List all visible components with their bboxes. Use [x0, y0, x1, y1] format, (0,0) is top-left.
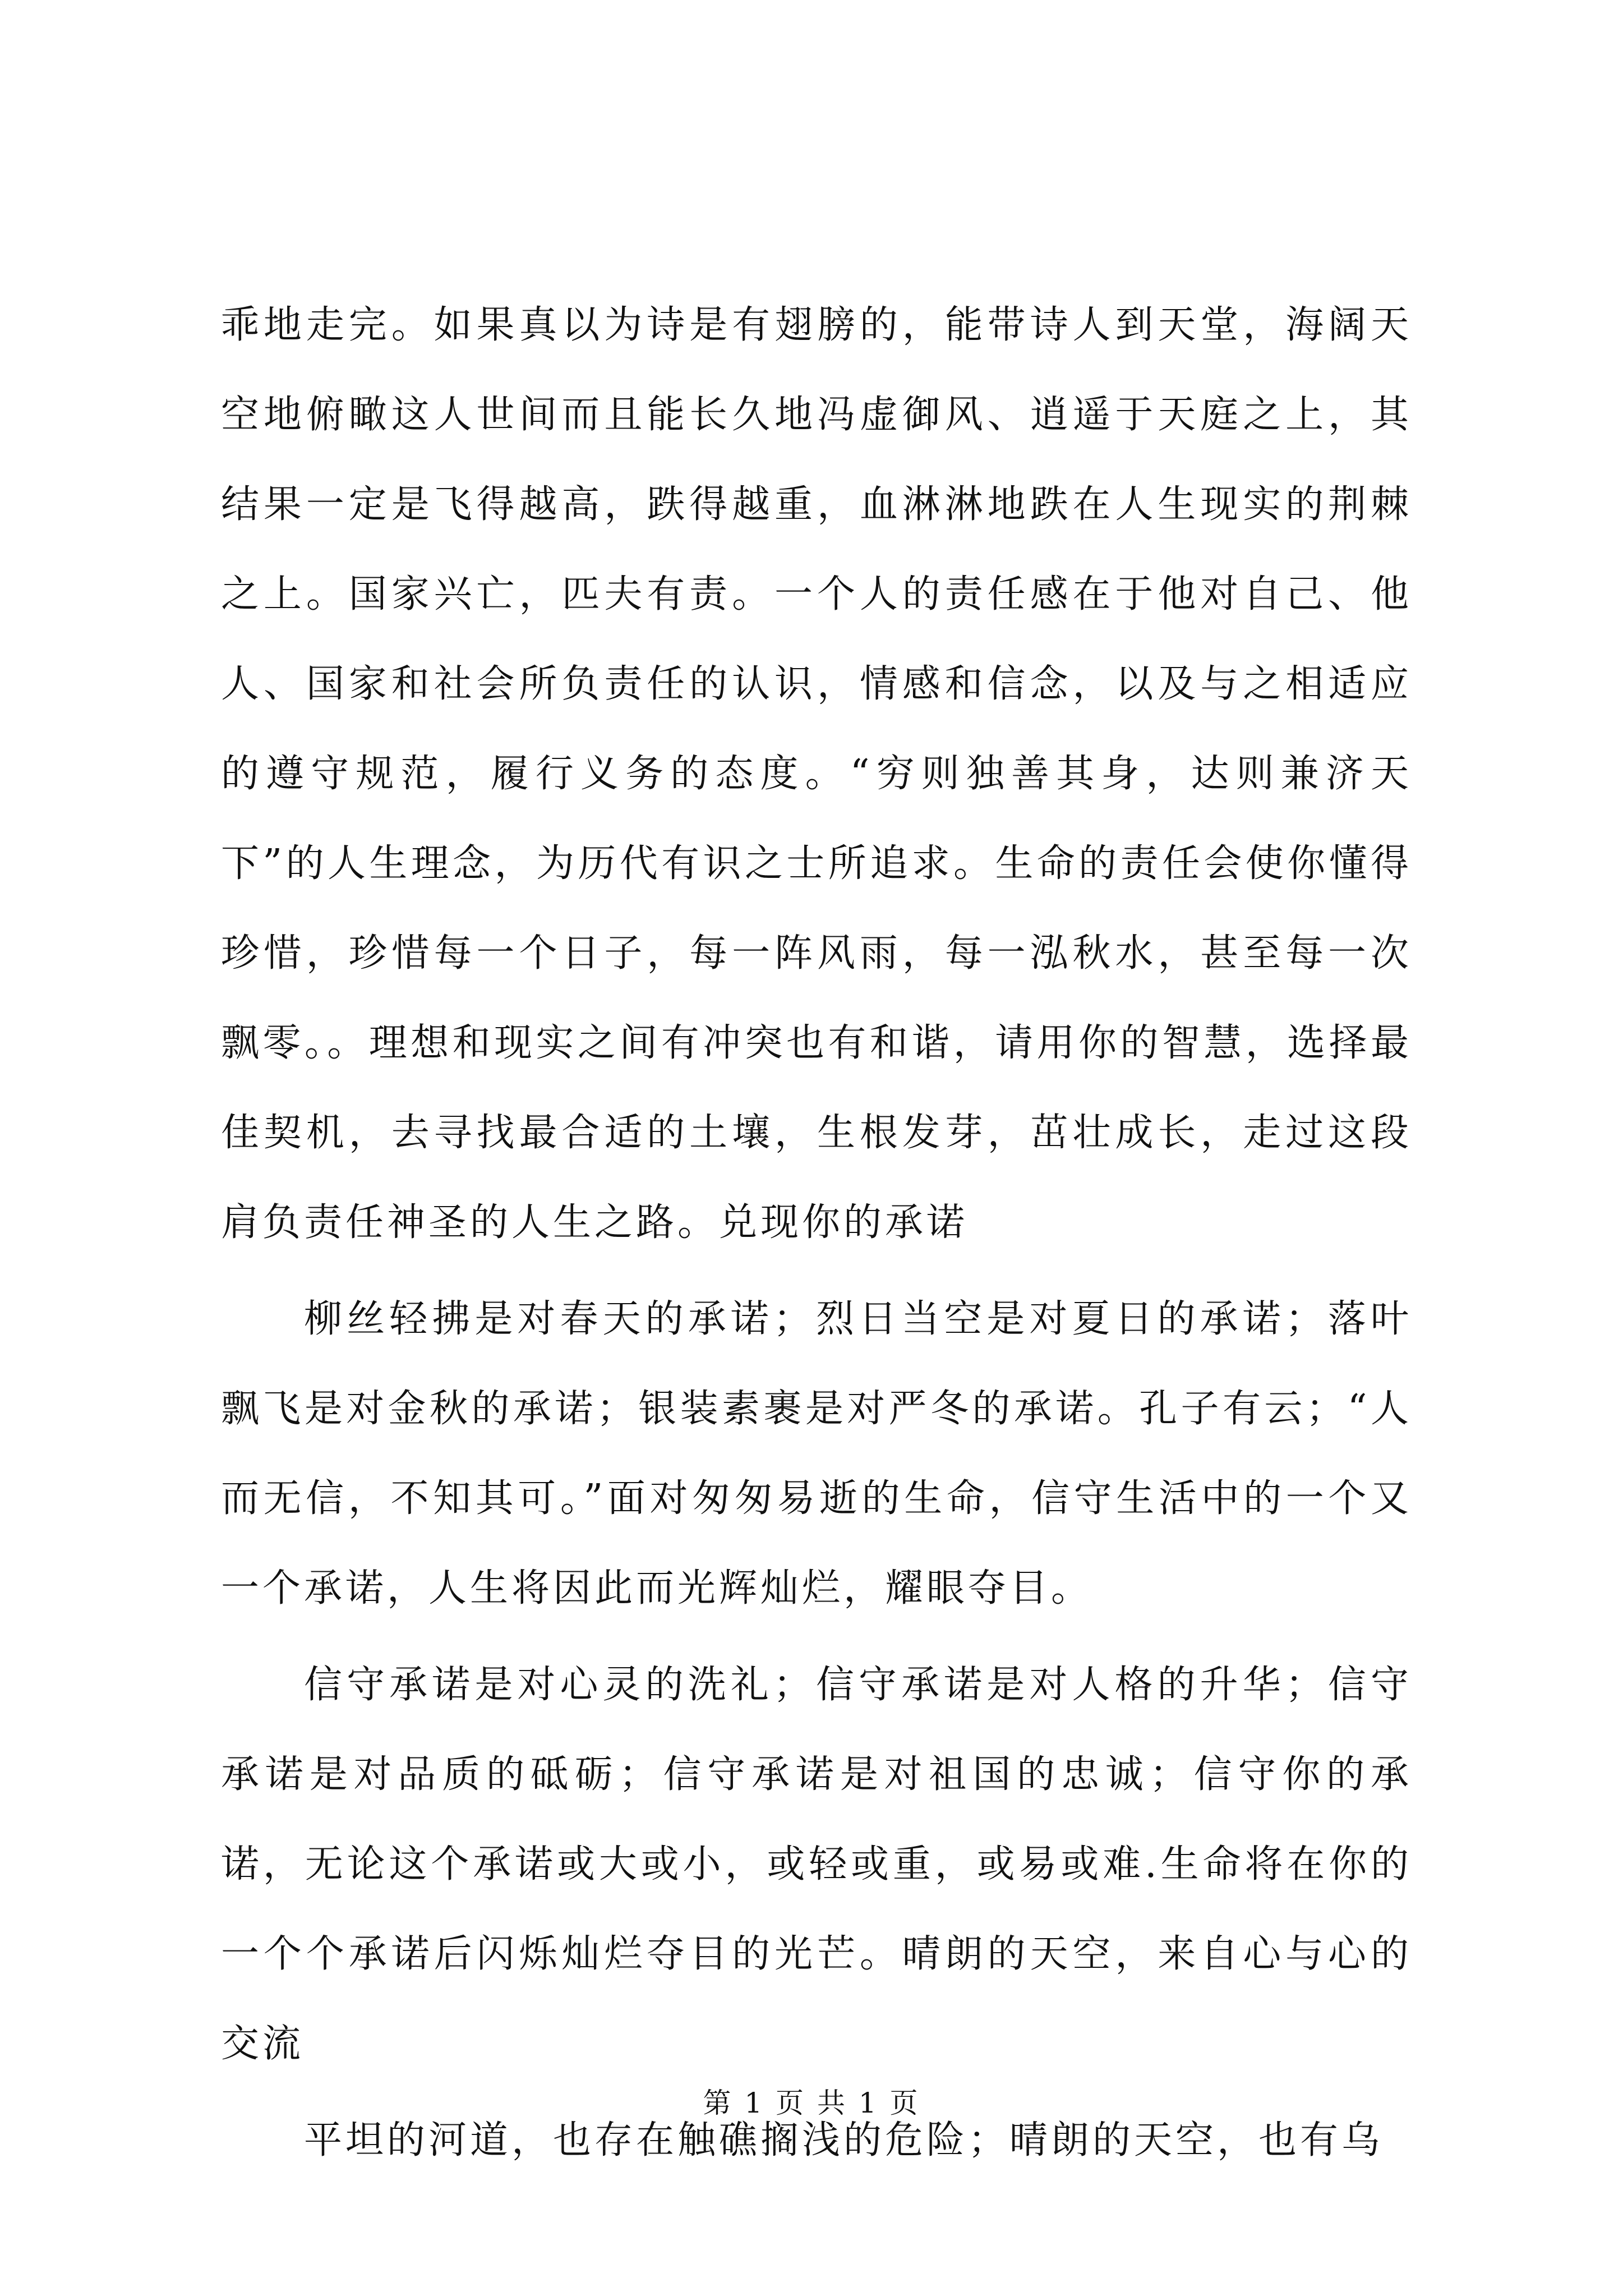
paragraph-1: 乖地走完。如果真以为诗是有翅膀的，能带诗人到天堂，海阔天空地俯瞰这人世间而且能长久地冯虚御风、逍遥于天庭之上，其结果一定是飞得越高，跌得越重，血淋淋地跌在人生现实的荆棘之上。国家兴亡，匹夫有责。一个人的责任感在于他对自己、他人、国家和社会所负责任的认识，情感和信念，以及与之相适应的遵守规范，履行义务的态度。“穷则独善其身，达则兼济天下”的人生理念，为历代有识之士所追求。生命的责任会使你懂得珍惜，珍惜每一个日子，每一阵风雨，每一泓秋水，甚至每一次飘零。。理想和现实之间有冲突也有和谐，请用你的智慧，选择最佳契机，去寻找最合适的土壤，生根发芽，茁壮成长，走过这段肩负责任神圣的人生之路。兑现你的承诺 — [221, 303, 1412, 1245]
paragraph-3: 信守承诺是对心灵的洗礼；信守承诺是对人格的升华；信守承诺是对品质的砥砺；信守承诺是对祖国的忠诚；信守你的承诺，无论这个承诺或大或小，或轻或重，或易或难.生命将在你的一个个承诺后闪烁灿烂夺目的光芒。晴朗的天空，来自心与心的交流 — [221, 1663, 1412, 2066]
paragraph-2: 柳丝轻拂是对春天的承诺；烈日当空是对夏日的承诺；落叶飘飞是对金秋的承诺；银装素裹是对严冬的承诺。孔子有云；“人而无信，不知其可。”面对匆匆易逝的生命，信守生活中的一个又一个承诺，人生将因此而光辉灿烂，耀眼夺目。 — [221, 1297, 1412, 1611]
document-body — [221, 280, 1412, 2185]
paragraph-4: 平坦的河道，也存在触礁搁浅的危险；晴朗的天空，也有乌 — [304, 2118, 1384, 2162]
page-footer: 第 1 页 共 1 页 — [703, 2087, 920, 2119]
